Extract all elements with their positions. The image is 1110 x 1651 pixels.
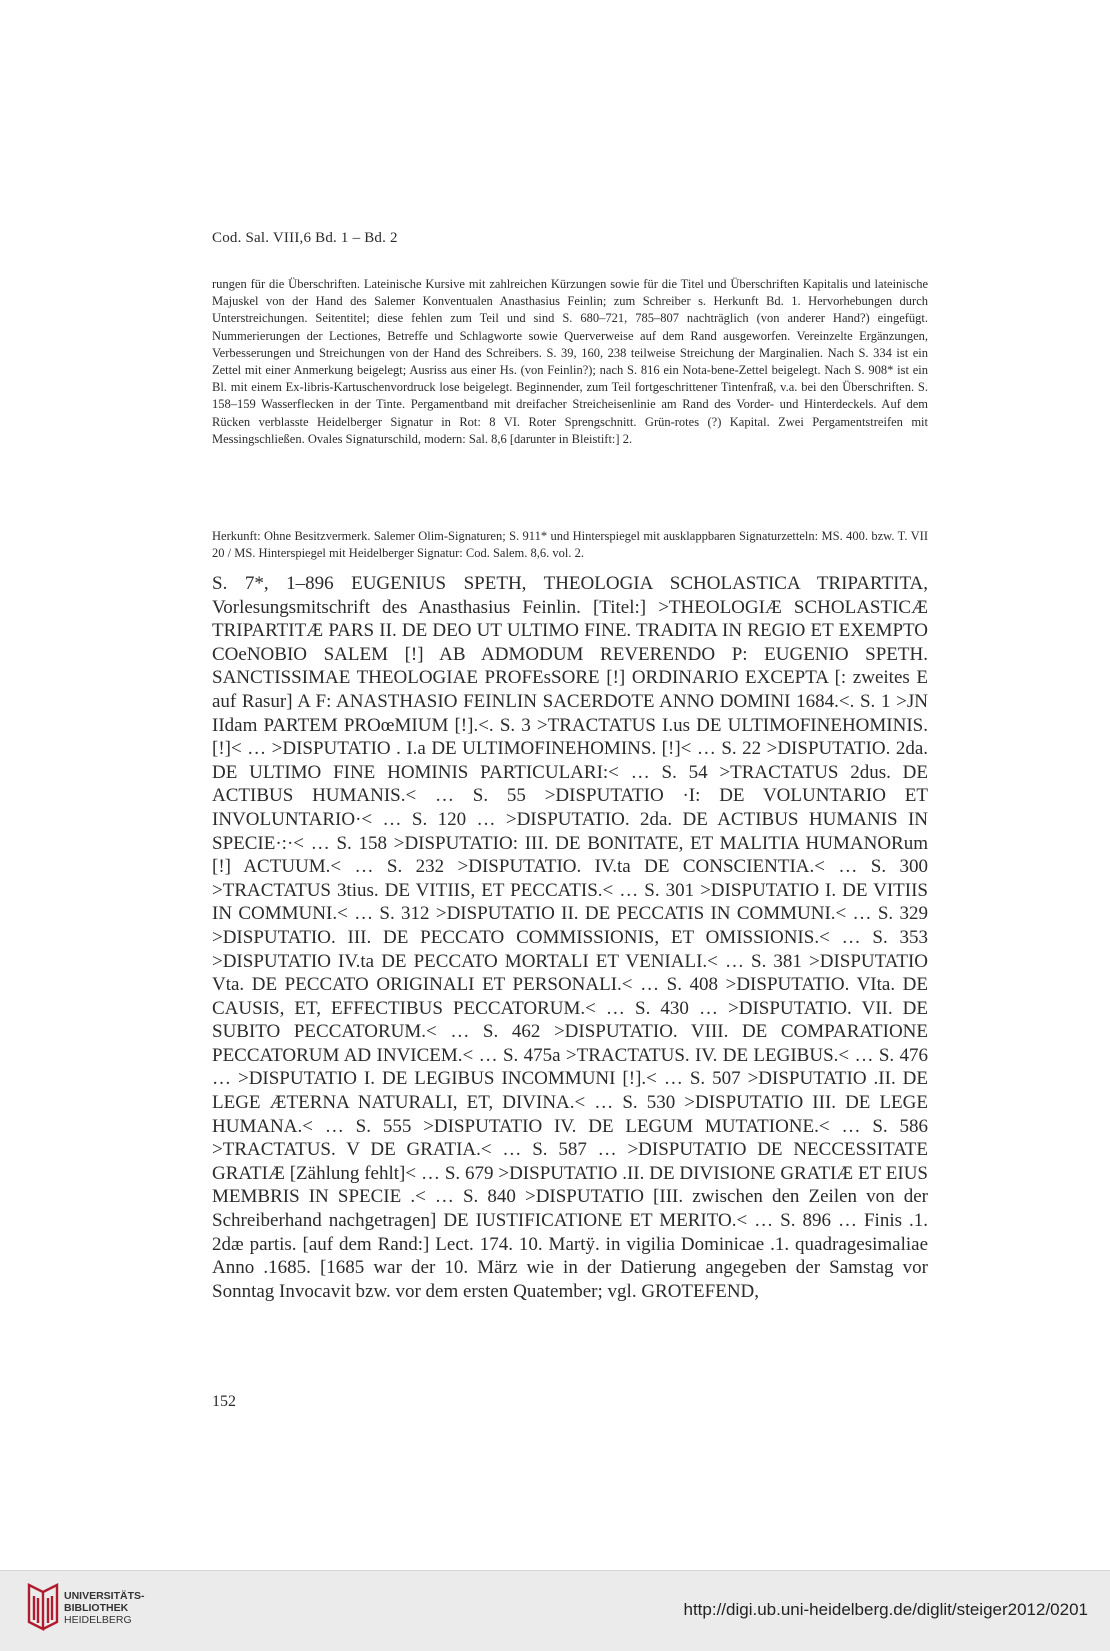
provenance-paragraph: Herkunft: Ohne Besitzvermerk. Salemer Olim-Signaturen; S. 911* und Hinterspiegel mit ausklappbaren Signaturzetteln: MS. 400. bzw. T. VII 20 / MS. Hinterspiegel mit Heidelberger Signatur: Cod. Salem. 8,6. vol. 2. [212, 529, 928, 561]
description-paragraph: rungen für die Überschriften. Lateinische Kursive mit zahlreichen Kürzungen sowie für die Titel und Überschriften Kapitalis und lateinische Majuskel von der Hand des Salemer Konventualen Anasthasius Feinlin; zum Schreiber s. Herkunft Bd. 1. Hervorhebungen durch Unterstreichungen. Seitentitel; diese fehlen zum Teil und sind S. 680–721, 785–807 nachträglich (von anderer Hand?) eingefügt. Nummerierungen der Lectiones, Betreffe und Schlagworte sowie Querverweise auf dem Rand ausgeworfen. Vereinzelte Ergänzungen, Verbesserungen und Streichungen von der Hand des Schreibers. S. 39, 160, 238 teilweise Streichung der Marginalien. Nach S. 334 ist ein Zettel mit einer Anmerkung beigelegt; Ausriss aus einer Hs. (von Feinlin?); nach S. 816 ein Nota-bene-Zettel beigelegt. Nach S. 908* ist ein Bl. mit einem Ex-libris-Kartuschenvordruck lose beigelegt. Beginnender, zum Teil fortgeschrittener Tintenfraß, v.a. bei den Überschriften. S. 158–159 Wasserflecken in der Tinte. Pergamentband mit dreifacher Streicheisenlinie am Rand des Vorder- und Hinterdeckels. Auf dem Rücken verblasste Heidelberger Signatur in Rot: 8 VI. Roter Sprengschnitt. Grün-rotes (?) Kapital. Zwei Pergamentstreifen mit Messingschließen. Ovales Signaturschild, modern: Sal. 8,6 [darunter in Bleistift:] 2. [212, 277, 928, 446]
running-head: Cod. Sal. VIII,6 Bd. 1 – Bd. 2 [212, 230, 398, 246]
library-logo-icon[interactable] [26, 1582, 60, 1632]
logo-line-bibliothek: BIBLIOTHEK [64, 1602, 129, 1614]
page-number: 152 [212, 1393, 236, 1410]
content-entry: S. 7*, 1–896 EUGENIUS SPETH, THEOLOGIA SCHOLASTICA TRIPARTITA, Vorlesungsmitschrift des Anasthasius Feinlin. [Titel:] >THEOLOGIÆ SCHOLASTICÆ TRIPARTITÆ PARS II. DE DEO UT ULTIMO FINE. TRADITA IN REGIO ET EXEMPTO COeNOBIO SALEM [!] AB ADMODUM REVERENDO P: EUGENIO SPETH. SANCTISSIMAE THEOLOGIAE PROFEsSORE [!] ORDINARIO EXCEPTA [: zweites E auf Rasur] A F: ANASTHASIO FEINLIN SACERDOTE ANNO DOMINI 1684.<. S. 1 >JN IIdam PARTEM PROœMIUM [!].<. S. 3 >TRACTATUS I.us DE ULTIMOFINEHOMINIS. [!]< … >DISPUTATIO . I.a DE ULTIMOFINEHOMINS. [!]< … S. 22 >DISPUTATIO. 2da. DE ULTIMO FINE HOMINIS PARTICULARI:< … S. 54 >TRACTATUS 2dus. DE ACTIBUS HUMANIS.< … S. 55 >DISPUTATIO ·I: DE VOLUNTARIO ET INVOLUNTARIO·< … S. 120 … >DISPUTATIO. 2da. DE ACTIBUS HUMANIS IN SPECIE·:·< … S. 158 >DISPUTATIO: III. DE BONITATE, ET MALITIA HUMANORum [!] ACTUUM.< … S. 232 >DISPUTATIO. IV.ta DE CONSCIENTIA.< … S. 300 >TRACTATUS 3tius. DE VITIIS, ET PECCATIS.< … S. 301 >DISPUTATIO I. DE VITIIS IN COMMUNI.< … S. 312 >DISPUTATIO II. DE PECCATIS IN COMMUNI.< … S. 329 >DISPUTATIO. III. DE PECCATO COMMISSIONIS, ET OMISSIONIS.< … S. 353 >DISPUTATIO IV.ta DE PECCATO MORTALI ET VENIALI.< … S. 381 >DISPUTATIO Vta. DE PECCATO ORIGINALI ET PERSONALI.< … S. 408 >DISPUTATIO. VIta. DE CAUSIS, ET, EFFECTIBUS PECCATORUM.< … S. 430 … >DISPUTATIO. VII. DE SUBITO PECCATORUM.< … S. 462 >DISPUTATIO. VIII. DE COMPARATIONE PECCATORUM AD INVICEM.< … S. 475a >TRACTATUS. IV. DE LEGIBUS.< … S. 476 … >DISPUTATIO I. DE LEGIBUS INCOMMUNI [!].< … S. 507 >DISPUTATIO .II. DE LEGE ÆTERNA NATURALI, ET, DIVINA.< … S. 530 >DISPUTATIO III. DE LEGE HUMANA.< … S. 555 >DISPUTATIO IV. DE LEGUM MUTATIONE.< … S. 586 >TRACTATUS. V DE GRATIA.< … S. 587 … >DISPUTATIO DE NECCESSITATE GRATIÆ [Zählung fehlt]< … S. 679 >DISPUTATIO .II. DE DIVISIONE GRATIÆ ET EIUS MEMBRIS IN SPECIE .< … S. 840 >DISPUTATIO [III. zwischen den Zeilen von der Schreiberhand nachgetragen] DE IUSTIFICATIONE ET MERITO.< … S. 896 … Finis .1. 2dæ partis. [auf dem Rand:] Lect. 174. 10. Martÿ. in vigilia Dominicae .1. quadragesimaliae Anno .1685. [1685 war der 10. März wie in der Datierung angegeben der Samstag vor Sonntag Invocavit bzw. vor dem ersten Quatember; vgl. GROTEFEND, [212, 573, 928, 1302]
source-url-link[interactable]: http://digi.ub.uni-heidelberg.de/diglit/steiger2012/0201 [683, 1600, 1088, 1619]
library-logo-text [64, 1590, 145, 1626]
logo-line-heidelberg: HEIDELBERG [64, 1614, 132, 1626]
logo-line-universitaets: UNIVERSITÄTS- [64, 1590, 145, 1602]
